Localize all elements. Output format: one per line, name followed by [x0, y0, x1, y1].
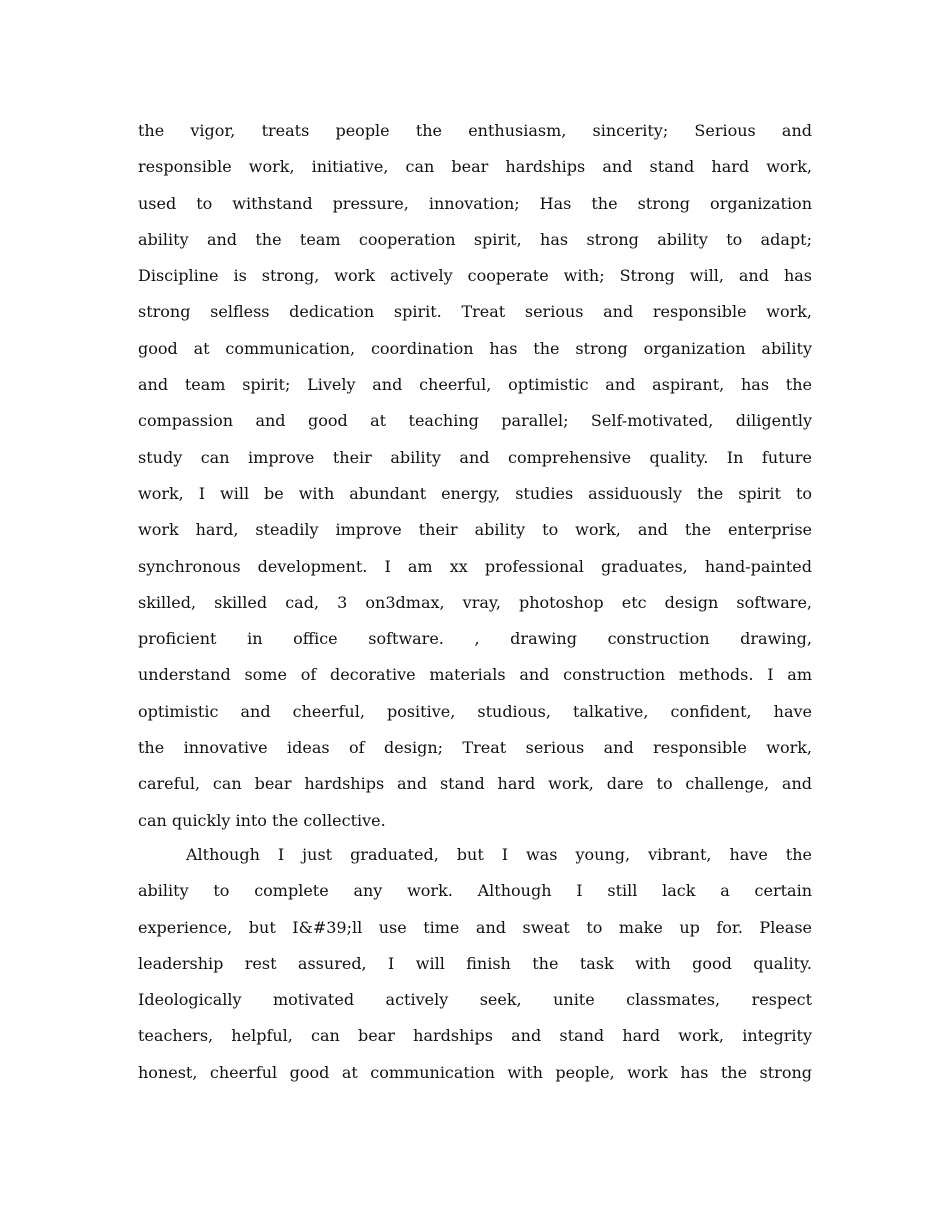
- paragraph-1: [138, 113, 812, 839]
- text-line: and team spirit; Lively and cheerful, optimistic and aspirant, has the: [138, 375, 812, 395]
- text-line: study can improve their ability and comprehensive quality. In future: [138, 447, 812, 467]
- text-line: proficient in office software. , drawing construction drawing,: [138, 629, 812, 649]
- text-line: good at communication, coordination has the strong organization ability: [138, 338, 812, 358]
- text-line: ability and the team cooperation spirit, has strong ability to adapt;: [138, 229, 812, 249]
- text-line: teachers, helpful, can bear hardships and stand hard work, integrity: [138, 1026, 812, 1046]
- text-line: Ideologically motivated actively seek, unite classmates, respect: [138, 990, 812, 1010]
- text-line: understand some of decorative materials and construction methods. I am: [138, 665, 812, 685]
- text-line: skilled, skilled cad, 3 on3dmax, vray, photoshop etc design software,: [138, 592, 812, 612]
- text-line: compassion and good at teaching parallel; Self-motivated, diligently: [138, 411, 812, 431]
- text-line: optimistic and cheerful, positive, studious, talkative, confident, have: [138, 701, 812, 721]
- text-line: Although I just graduated, but I was young, vibrant, have the: [186, 845, 812, 864]
- text-line: Discipline is strong, work actively cooperate with; Strong will, and has: [138, 266, 812, 286]
- text-line: used to withstand pressure, innovation; Has the strong organization: [138, 193, 812, 213]
- text-line: synchronous development. I am xx professional graduates, hand-painted: [138, 556, 812, 576]
- text-line: leadership rest assured, I will finish the task with good quality.: [138, 953, 812, 973]
- text-line: experience, but I&#39;ll use time and sweat to make up for. Please: [138, 917, 812, 937]
- text-line: responsible work, initiative, can bear hardships and stand hard work,: [138, 157, 812, 177]
- text-line: can quickly into the collective.: [138, 810, 386, 830]
- text-line: careful, can bear hardships and stand hard work, dare to challenge, and: [138, 774, 812, 794]
- text-line: the vigor, treats people the enthusiasm, sincerity; Serious and: [138, 121, 812, 140]
- text-line: honest, cheerful good at communication with people, work has the strong: [138, 1062, 812, 1082]
- text-line: the innovative ideas of design; Treat serious and responsible work,: [138, 738, 812, 758]
- paragraph-2: [138, 837, 812, 1091]
- text-line: work hard, steadily improve their ability to work, and the enterprise: [138, 520, 812, 540]
- text-line: ability to complete any work. Although I still lack a certain: [138, 881, 812, 901]
- text-line: work, I will be with abundant energy, studies assiduously the spirit to: [138, 483, 812, 503]
- text-line: strong selfless dedication spirit. Treat serious and responsible work,: [138, 302, 812, 322]
